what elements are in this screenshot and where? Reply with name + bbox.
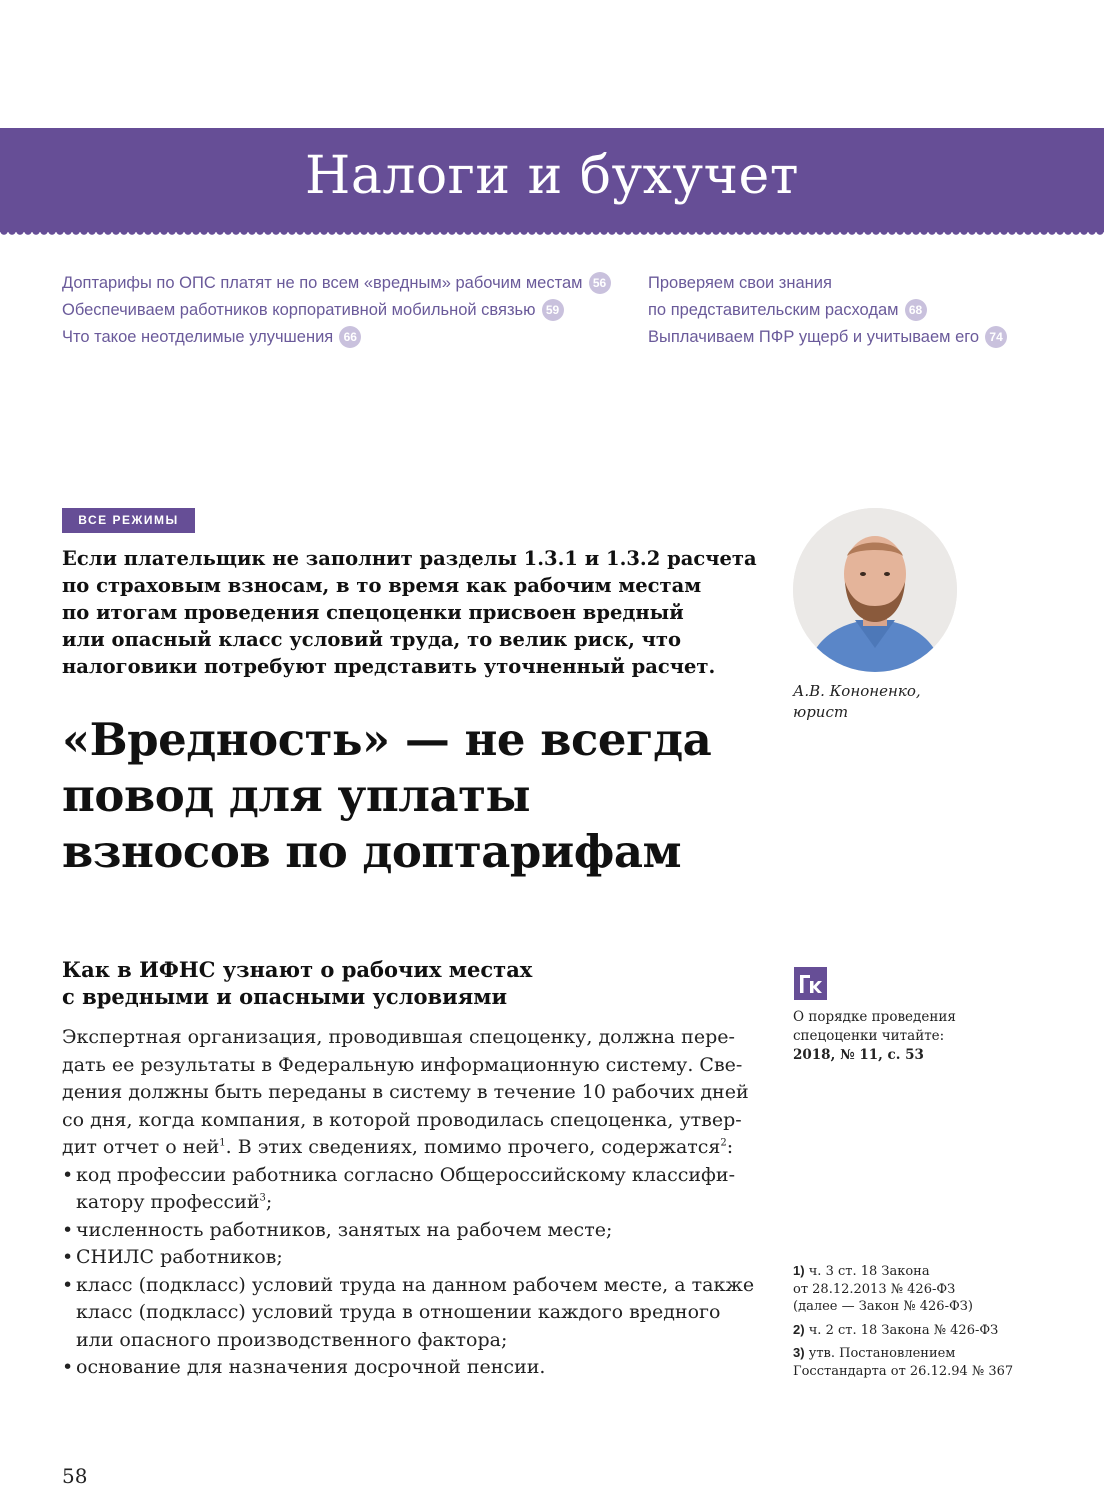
author-role: юрист (793, 703, 849, 721)
article-headline: «Вредность» — не всегда повод для уплаты взносов по доптарифам (62, 713, 712, 878)
toc-page-badge: 74 (985, 326, 1007, 348)
author-photo (793, 508, 957, 672)
toc-page-badge: 66 (339, 326, 361, 348)
author-name: А.В. Кононенко, (793, 682, 921, 700)
list-item: • СНИЛС работников; (62, 1244, 742, 1272)
toc-item[interactable]: по представительским расходам 68 (648, 297, 1007, 324)
toc-item[interactable]: Проверяем свои знания (648, 274, 832, 292)
footnote-ref[interactable]: 3 (259, 1192, 266, 1204)
page-number: 58 (62, 1464, 88, 1488)
sidenote: О порядке проведения спецоценки читайте: 2018, № 11, с. 53 (793, 1009, 956, 1063)
article-body: Экспертная организация, проводившая спецоценку, должна пере- дать ее результаты в Федеральную информационную систему. Све- дения должны быть переданы в систему в течение 10 рабочих дней со дня, когда компания, в которой проводилась спецоценка, утвер- дит отчет о ней$^1$. В этих сведениях, помимо прочего, содержатся$^2$: • код профессии работника согласно Общероссийскому классифи- катору профессий$^3$; • численность работников, занятых на рабочем месте; • СНИЛС работников; • класс (подкласс) условий труда на данном рабочем месте, а также класс (подкласс) условий труда в отношении каждого вредного или опасного производственного фактора; • основание для назначения досрочной пенсии. (62, 1024, 742, 1382)
gk-logo-icon (794, 967, 827, 1000)
toc-page-badge: 59 (542, 299, 564, 321)
toc-item[interactable]: Доптарифы по ОПС платят не по всем «вредным» рабочим местам 56 (62, 270, 611, 297)
footnote: 2) ч. 2 ст. 18 Закона № 426-ФЗ (793, 1321, 999, 1338)
toc-page-badge: 56 (589, 272, 611, 294)
list-item: • численность работников, занятых на рабочем месте; (62, 1217, 742, 1245)
footnote: 3) утв. Постановлением Госстандарта от 26.12.94 № 367 (793, 1345, 1014, 1379)
footnote: 1) ч. 3 ст. 18 Закона от 28.12.2013 № 426-ФЗ (далее — Закон № 426-ФЗ) (793, 1263, 973, 1314)
section-title: Налоги и бухучет (304, 146, 800, 206)
regime-tag: ВСЕ РЕЖИМЫ (62, 508, 195, 533)
toc-item[interactable]: Выплачиваем ПФР ущерб и учитываем его 74 (648, 324, 1007, 351)
toc-page-badge: 68 (905, 299, 927, 321)
list-item: • основание для назначения досрочной пенсии. (62, 1354, 742, 1382)
article-subhead: Как в ИФНС узнают о рабочих местах с вредными и опасными условиями (62, 957, 533, 1009)
footnote-ref[interactable]: 1 (219, 1137, 226, 1149)
footnote-ref[interactable]: 2 (720, 1137, 727, 1149)
section-banner (0, 128, 1104, 232)
sidenote-reference[interactable]: 2018, № 11, с. 53 (793, 1047, 924, 1063)
list-item: • класс (подкласс) условий труда на данном рабочем месте, а также (62, 1272, 742, 1300)
toc-item[interactable]: Что такое неотделимые улучшения 66 (62, 324, 611, 351)
article-lead: Если плательщик не заполнит разделы 1.3.1 и 1.3.2 расчета по страховым взносам, в то время как рабочим местам по итогам проведения спецоценки присвоен вредный или опасный класс условий труда, то велик риск, что налоговики потребуют представить уточненный расчет. (62, 547, 757, 678)
list-item: • код профессии работника согласно Общероссийскому классифи- (62, 1162, 742, 1190)
footnotes (793, 1262, 1013, 1385)
toc-right-column (648, 270, 1007, 351)
banner-scalloped-edge (0, 231, 1104, 238)
author-caption (793, 681, 921, 723)
toc-left-column (62, 270, 611, 351)
toc-item[interactable]: Обеспечиваем работников корпоративной мобильной связью 59 (62, 297, 611, 324)
